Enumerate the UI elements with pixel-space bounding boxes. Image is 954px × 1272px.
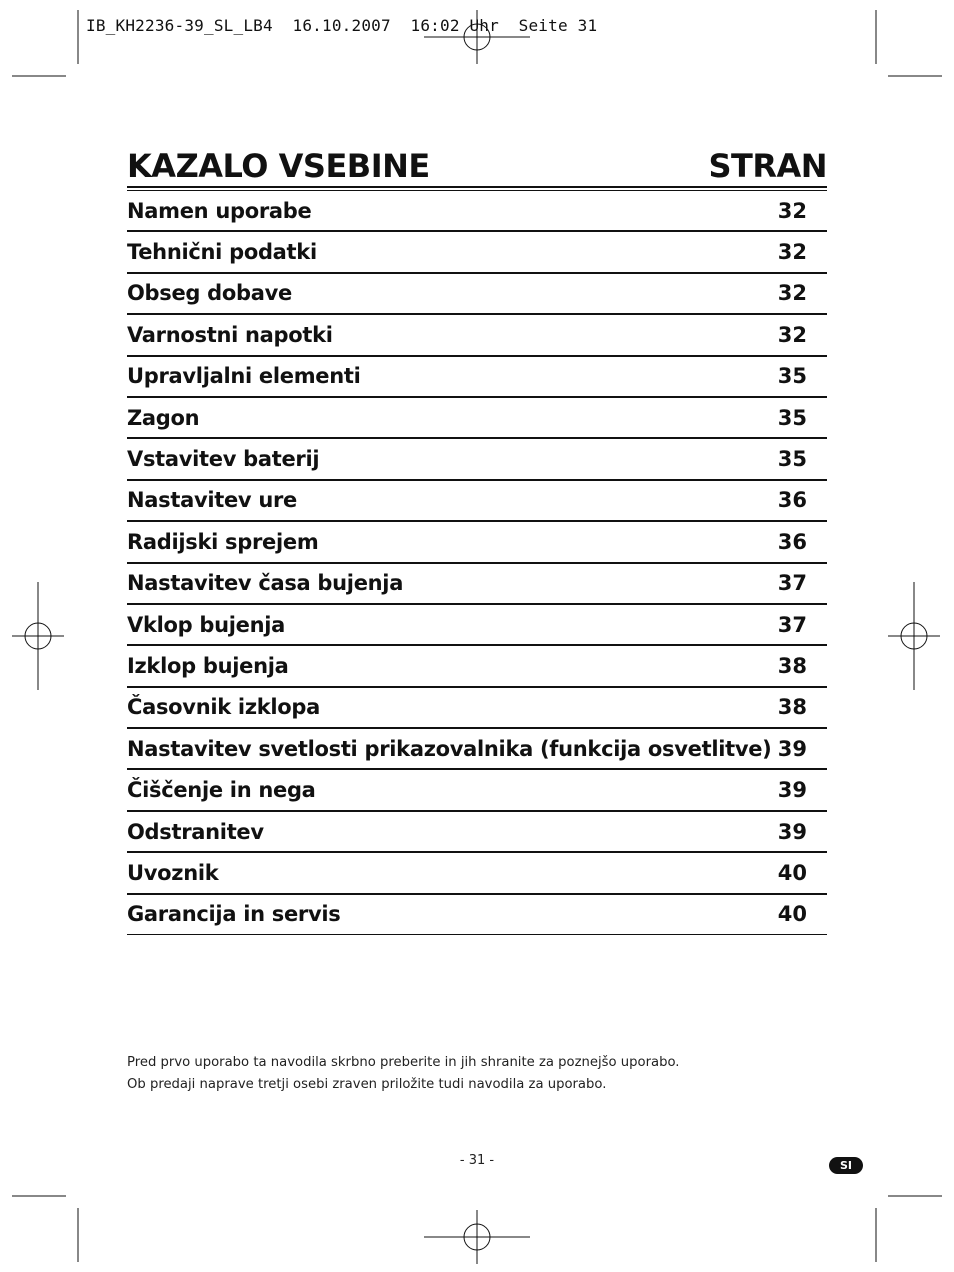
toc-entry-title: Nastavitev ure bbox=[127, 488, 297, 513]
toc-entry[interactable] bbox=[127, 521, 827, 562]
toc-entry[interactable] bbox=[127, 563, 827, 604]
toc-entry-page: 36 bbox=[777, 488, 807, 513]
toc-entry-title: Časovnik izklopa bbox=[127, 695, 321, 720]
toc-entry-title: Uvoznik bbox=[127, 860, 219, 885]
toc-entry-page: 40 bbox=[777, 860, 807, 885]
toc-entry[interactable] bbox=[127, 190, 827, 231]
toc-entry[interactable] bbox=[127, 604, 827, 645]
page-column-label: STRAN bbox=[708, 147, 827, 185]
print-header: IB_KH2236-39_SL_LB4 16.10.2007 16:02 Uhr Seite 31 bbox=[86, 16, 598, 35]
toc-title: KAZALO VSEBINE bbox=[127, 147, 430, 185]
toc-entry-page: 36 bbox=[777, 529, 807, 554]
toc-entry-title: Zagon bbox=[127, 405, 200, 430]
toc-entry-page: 35 bbox=[777, 364, 807, 389]
toc-entry[interactable] bbox=[127, 273, 827, 314]
toc-entry-title: Garancija in servis bbox=[127, 902, 341, 927]
toc-entry-title: Čiščenje in nega bbox=[127, 778, 316, 803]
note-line-1: Pred prvo uporabo ta navodila skrbno preberite in jih shranite za poznejšo uporabo. bbox=[127, 1055, 680, 1070]
toc-entry[interactable] bbox=[127, 728, 827, 769]
toc-entry-title: Varnostni napotki bbox=[127, 322, 333, 347]
toc-entry[interactable] bbox=[127, 852, 827, 893]
table-of-contents bbox=[127, 190, 827, 935]
toc-entry-page: 32 bbox=[777, 281, 807, 306]
toc-entry-title: Radijski sprejem bbox=[127, 529, 319, 554]
page-number: - 31 - bbox=[459, 1153, 495, 1168]
toc-entry-page: 40 bbox=[777, 902, 807, 927]
toc-entry[interactable] bbox=[127, 438, 827, 479]
toc-entry-page: 32 bbox=[777, 322, 807, 347]
toc-entry-page: 37 bbox=[777, 571, 807, 596]
toc-entry-title: Tehnični podatki bbox=[127, 240, 317, 265]
toc-entry-page: 39 bbox=[777, 819, 807, 844]
toc-entry[interactable] bbox=[127, 687, 827, 728]
toc-entry[interactable] bbox=[127, 645, 827, 686]
toc-entry-page: 38 bbox=[777, 653, 807, 678]
note-line-2: Ob predaji naprave tretji osebi zraven priložite tudi navodila za uporabo. bbox=[127, 1077, 607, 1092]
usage-note bbox=[127, 1052, 827, 1096]
toc-entry-title: Nastavitev svetlosti prikazovalnika (funkcija osvetlitve) bbox=[127, 736, 772, 761]
toc-heading bbox=[127, 138, 827, 188]
toc-entry-title: Namen uporabe bbox=[127, 198, 312, 223]
toc-entry[interactable] bbox=[127, 231, 827, 272]
toc-entry[interactable] bbox=[127, 811, 827, 852]
language-badge: SI bbox=[829, 1157, 863, 1174]
toc-entry[interactable] bbox=[127, 314, 827, 355]
toc-entry-page: 32 bbox=[777, 198, 807, 223]
toc-entry[interactable] bbox=[127, 397, 827, 438]
toc-entry-page: 37 bbox=[777, 612, 807, 637]
toc-entry[interactable] bbox=[127, 894, 827, 935]
toc-entry-page: 39 bbox=[777, 778, 807, 803]
toc-entry-title: Nastavitev časa bujenja bbox=[127, 571, 404, 596]
toc-entry-page: 35 bbox=[777, 405, 807, 430]
toc-entry[interactable] bbox=[127, 769, 827, 810]
toc-entry-title: Upravljalni elementi bbox=[127, 364, 361, 389]
toc-entry-page: 39 bbox=[777, 736, 807, 761]
toc-entry[interactable] bbox=[127, 356, 827, 397]
toc-entry-page: 32 bbox=[777, 240, 807, 265]
toc-entry-page: 38 bbox=[777, 695, 807, 720]
toc-entry-title: Obseg dobave bbox=[127, 281, 292, 306]
toc-entry-title: Vstavitev baterij bbox=[127, 447, 320, 472]
toc-entry-title: Izklop bujenja bbox=[127, 653, 289, 678]
toc-entry-title: Odstranitev bbox=[127, 819, 264, 844]
toc-entry-page: 35 bbox=[777, 447, 807, 472]
toc-entry[interactable] bbox=[127, 480, 827, 521]
toc-entry-title: Vklop bujenja bbox=[127, 612, 286, 637]
